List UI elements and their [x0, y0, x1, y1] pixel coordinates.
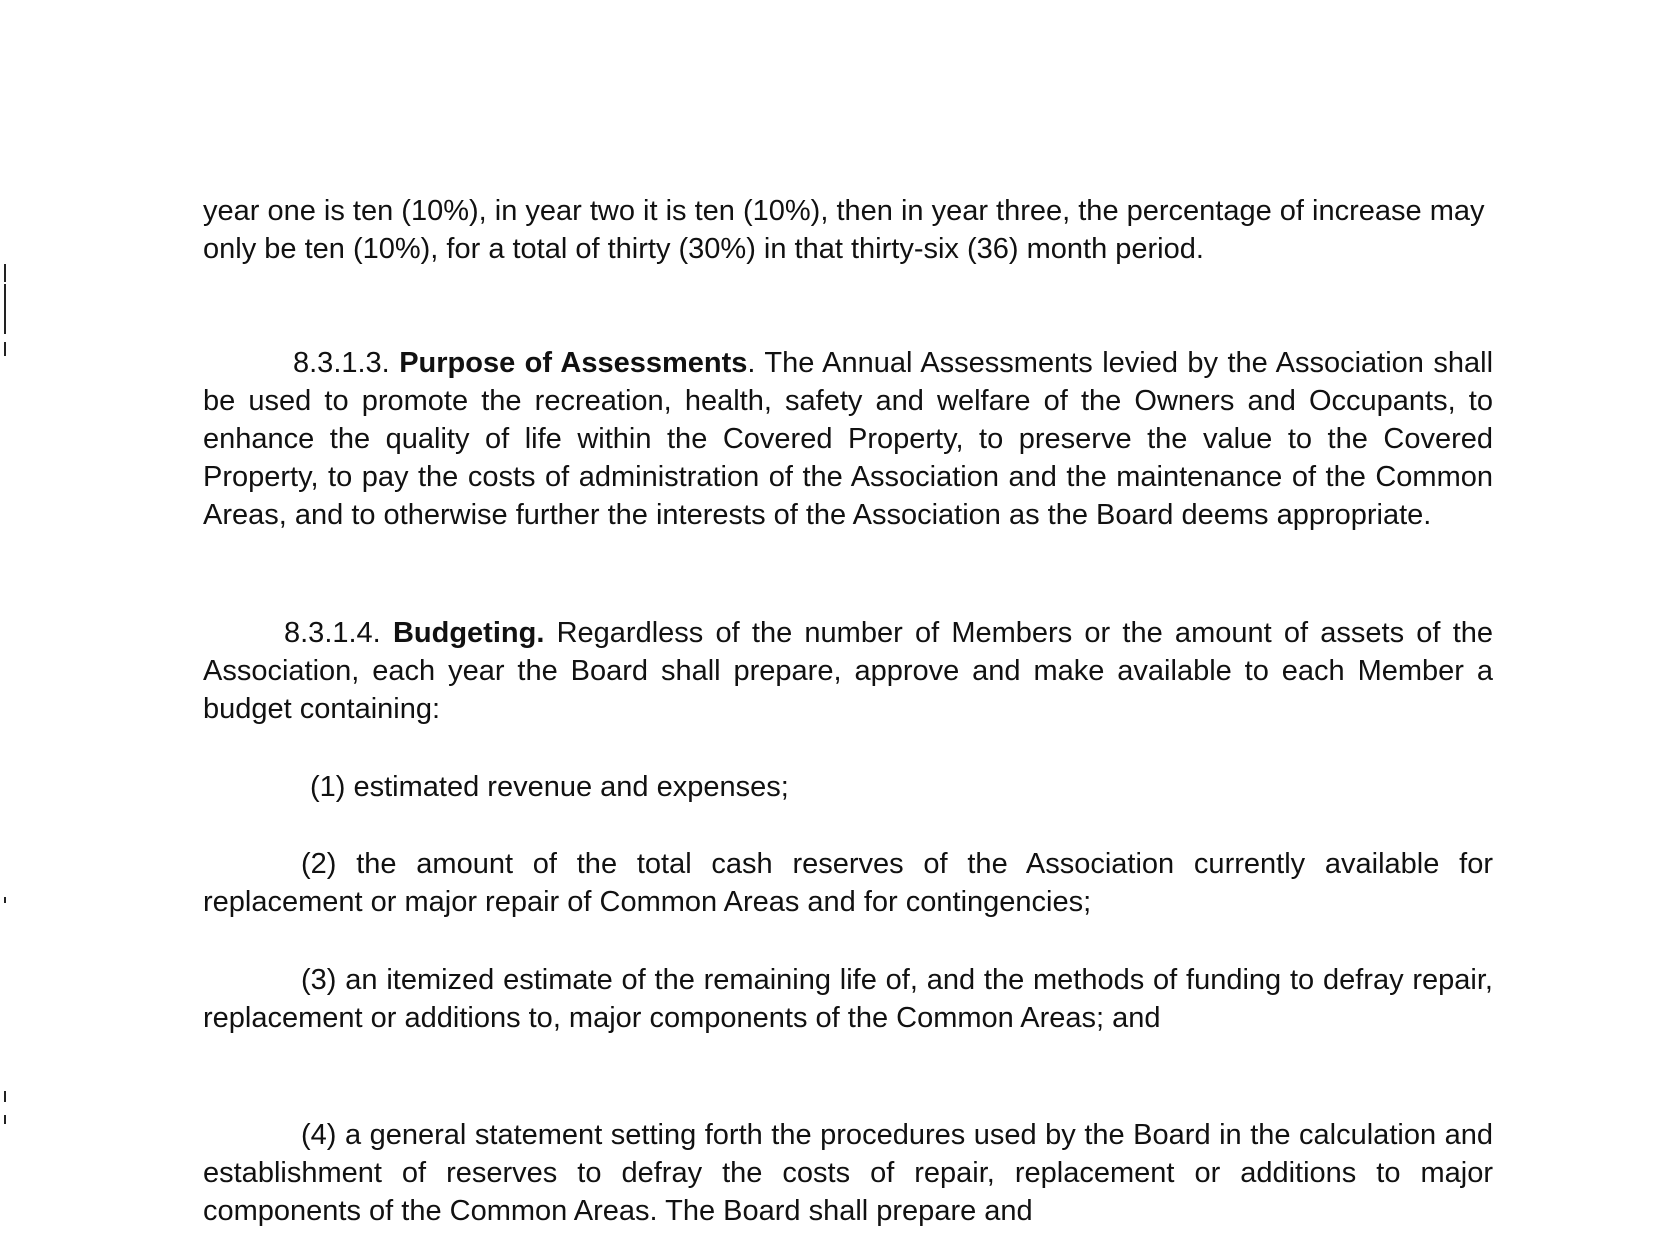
- budget-item: [310, 768, 1210, 806]
- section-number: 8.3.1.4.: [284, 617, 381, 649]
- budget-item: [203, 961, 1493, 1037]
- continuation-paragraph: [203, 192, 1493, 268]
- budget-item: [203, 845, 1493, 921]
- section-heading: Budgeting.: [392, 617, 545, 649]
- revision-bar: [4, 264, 6, 282]
- budget-item-text: (2) the amount of the total cash reserves of the Association currently available for replacement or major repair of Common Areas and for contingencies;: [203, 848, 1493, 918]
- revision-bar: [4, 1115, 6, 1124]
- section-body: Regardless of the number of Members or the amount of assets of the Association, each year the Board shall prepare, approve and make available to each Member a budget containing:: [203, 617, 1494, 725]
- section-purpose-of-assessments: [203, 344, 1493, 534]
- section-heading: Purpose of Assessments: [399, 347, 748, 379]
- section-number: 8.3.1.3.: [293, 347, 390, 379]
- revision-bar: [4, 342, 6, 356]
- budget-item-text: (1) estimated revenue and expenses;: [310, 771, 789, 803]
- section-body: . The Annual Assessments levied by the Association shall be used to promote the recreation, health, safety and welfare of the Owners and Occupants, to enhance the quality of life within the Covered Property, to preserve the value to the Covered Property, to pay the costs of administration of the Association and the maintenance of the Common Areas, and to otherwise further the interests of the Association as the Board deems appropriate.: [203, 347, 1494, 531]
- budget-item: [203, 1116, 1493, 1230]
- budget-item-text: (4) a general statement setting forth the procedures used by the Board in the calculation and establishment of reserves to defray the costs of repair, replacement or additions to major components of the Common Areas. The Board shall prepare and: [203, 1119, 1493, 1227]
- section-budgeting: [203, 614, 1493, 728]
- revision-bar: [4, 1091, 6, 1102]
- continuation-text: year one is ten (10%), in year two it is ten (10%), then in year three, the percentage of increase may only be ten (10%), for a total of thirty (30%) in that thirty-six (36) month period.: [203, 195, 1485, 265]
- revision-bar: [4, 897, 6, 903]
- budget-item-text: (3) an itemized estimate of the remaining life of, and the methods of funding to defray repair, replacement or additions to, major components of the Common Areas; and: [203, 964, 1493, 1034]
- revision-bar: [4, 284, 6, 334]
